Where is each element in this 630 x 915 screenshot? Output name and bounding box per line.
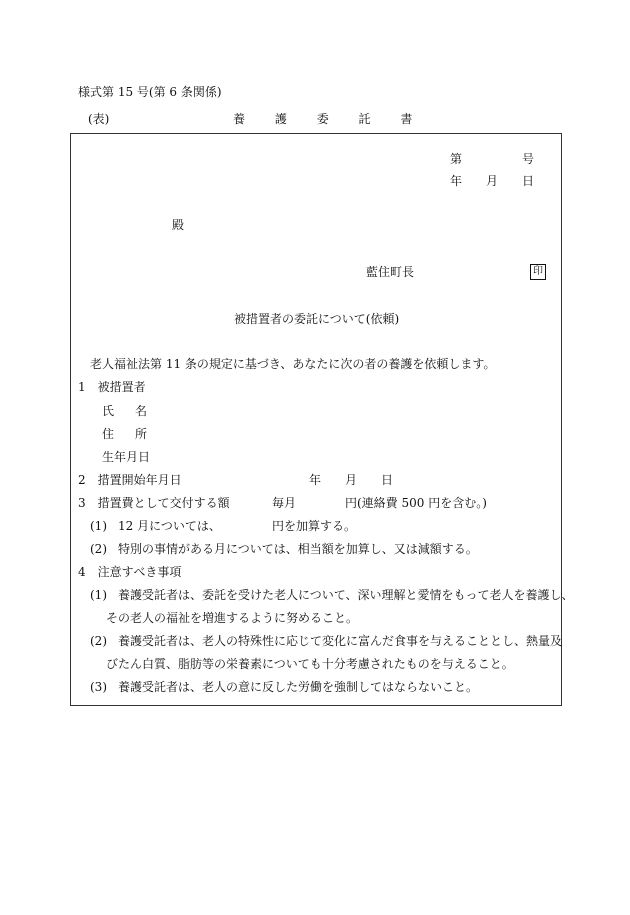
title-char: 託: [358, 112, 371, 126]
item4-n1-line1: 養護受託者は、委託を受けた老人について、深い理解と愛情をもって老人を養護し、: [118, 588, 574, 602]
item3-label: 3 措置費として交付する額: [78, 496, 230, 510]
number-suffix: 号: [522, 152, 535, 166]
date-day: 日: [522, 174, 535, 188]
side-label: (表): [88, 112, 110, 126]
item4-n3-line1: 養護受託者は、老人の意に反した労働を強制してはならないこと。: [118, 680, 479, 694]
item3-monthly: 毎月: [272, 496, 297, 510]
intro-text: 老人福祉法第 11 条の規定に基づき、あなたに次の者の養護を依頼します。: [90, 357, 496, 371]
subject: 被措置者の委託について(依頼): [234, 312, 400, 326]
item2-month: 月: [345, 473, 358, 487]
item4-label: 4 注意すべき事項: [78, 565, 182, 579]
name-label-1: 氏: [102, 404, 115, 418]
date-month: 月: [486, 174, 499, 188]
item4-n2-num: (2): [90, 634, 107, 648]
item3-sub1-a: 12 月については、: [118, 519, 221, 533]
issuer: 藍住町長: [366, 265, 415, 279]
item3-sub1-num: (1): [90, 519, 107, 533]
title-char: 書: [400, 112, 413, 126]
number-prefix: 第: [450, 152, 463, 166]
date-year: 年: [450, 174, 463, 188]
item3-sub2-num: (2): [90, 542, 107, 556]
address-label-1: 住: [102, 427, 115, 441]
title-char: 養: [233, 112, 246, 126]
addressee-suffix: 殿: [172, 218, 185, 232]
address-label-2: 所: [135, 427, 148, 441]
item1-label: 1 被措置者: [78, 380, 146, 394]
item4-n2-line1: 養護受託者は、老人の特殊性に応じて変化に富んだ食事を与えることとし、熱量及: [118, 634, 563, 648]
item4-n1-num: (1): [90, 588, 107, 602]
page-title: [233, 112, 412, 126]
item4-n2-line2: びたん白質、脂肪等の栄養素についても十分考慮されたものを与えること。: [106, 657, 514, 671]
seal-mark: 印: [530, 264, 546, 280]
item3-sub1-b: 円を加算する。: [272, 519, 357, 533]
item2-label: 2 措置開始年月日: [78, 473, 182, 487]
item3-yen: 円(連絡費 500 円を含む。): [345, 496, 487, 510]
item4-n1-line2: その老人の福祉を増進するように努めること。: [106, 611, 359, 625]
item3-sub2: 特別の事情がある月については、相当額を加算し、又は減額する。: [118, 542, 478, 556]
item2-year: 年: [309, 473, 322, 487]
title-char: 委: [316, 112, 329, 126]
birth-label: 生年月日: [102, 450, 151, 464]
item2-day: 日: [381, 473, 394, 487]
name-label-2: 名: [135, 404, 148, 418]
item4-n3-num: (3): [90, 680, 107, 694]
title-char: 護: [274, 112, 287, 126]
form-number: 様式第 15 号(第 6 条関係): [78, 85, 222, 99]
